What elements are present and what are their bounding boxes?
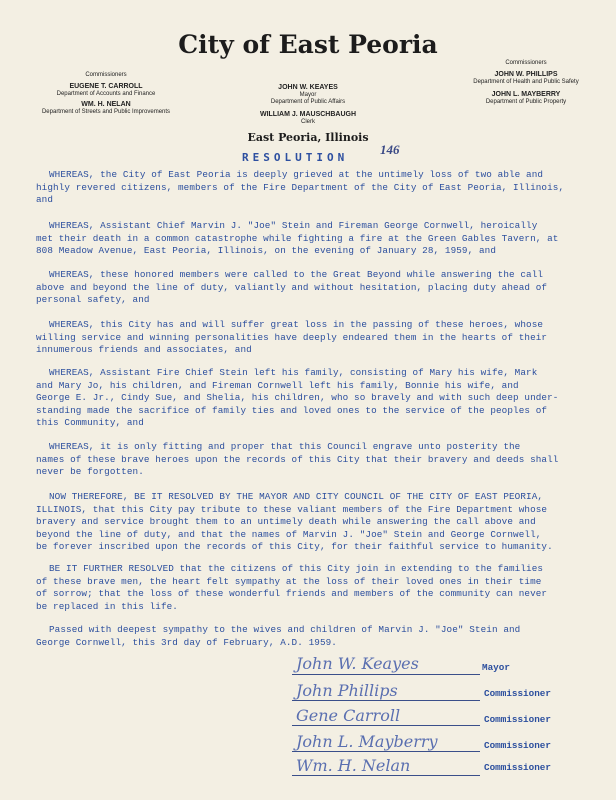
text-line: names of these brave heroes upon the records of this City that their bravery and deeds shall (36, 453, 559, 465)
text-line: and Mary Jo, his children, and Fireman Cornwell left his family, Bonnie his wife, and (36, 379, 519, 391)
resolution-heading (242, 142, 400, 165)
commissioners-label: Commissioners (85, 72, 127, 78)
commissioner-role: Department of Public Property (485, 99, 567, 106)
commissioners-label: Commissioners (505, 60, 547, 66)
signature-line (292, 725, 480, 726)
text-line: Passed with deepest sympathy to the wives and children of Marvin J. "Joe" Stein and (49, 624, 521, 635)
signature-title: Commissioner (484, 740, 551, 751)
mayor-department: Department of Public Affairs (270, 98, 346, 105)
paragraph (36, 367, 588, 430)
mayor-name: JOHN W. KEAYES (278, 84, 338, 91)
commissioner-name: EUGENE T. CARROLL (69, 82, 143, 90)
signature-title: Commissioner (484, 714, 551, 725)
text-line: of these brave men, the heart felt sympathy at the loss of their loved ones in their time (36, 575, 542, 587)
commissioner-role: Department of Streets and Public Improvements (41, 109, 171, 116)
text-line: personal safety, and (36, 294, 150, 305)
paragraph (36, 169, 588, 207)
commissioner-name: JOHN L. MAYBERRY (491, 91, 561, 99)
clerk-role: Clerk (300, 119, 315, 126)
paragraph (36, 491, 588, 554)
text-line: WHEREAS, Assistant Chief Marvin J. "Joe" Stein and Fireman George Cornwell, heroically (49, 220, 538, 231)
paragraph (36, 269, 588, 307)
text-line: above and beyond the line of duty, valiantly and without hesitation, placing duty ahead of (36, 281, 548, 293)
signature-line (292, 674, 480, 675)
signature-line (292, 700, 480, 701)
signature-block (292, 652, 592, 782)
signature-title: Commissioner (484, 762, 551, 773)
text-line: ILLINOIS, that this City pay tribute to these valiant members of the Fire Department whose (36, 503, 548, 515)
text-line: NOW THEREFORE, BE IT RESOLVED BY THE MAYOR AND CITY COUNCIL OF THE CITY OF EAST PEORIA, (49, 491, 544, 502)
text-line: WHEREAS, it is only fitting and proper that this Council engrave unto posterity the (49, 441, 521, 452)
place-line: East Peoria, Illinois (247, 131, 369, 144)
signature-title: Commissioner (484, 688, 551, 699)
text-line: and (36, 194, 54, 205)
resolution-number: 146 (380, 142, 400, 157)
text-line: George E. Jr., Cindy Sue, and Shelia, his children, who so bravely and with such deep under- (36, 392, 559, 403)
text-line: highly revered citizens, members of the Fire Department of the City of East Peoria, Illinois, (36, 181, 565, 193)
signature-title-mayor: Mayor (482, 662, 510, 673)
text-line: of sorrow; that the loss of these wonderful friends and members of the community can never (36, 588, 548, 599)
text-line: be replaced in this life. (36, 600, 178, 612)
text-line: BE IT FURTHER RESOLVED that the citizens of this City join in extending to the families (49, 563, 544, 574)
signature-commissioner: Gene Carroll (296, 706, 401, 725)
text-line: 808 Meadow Avenue, East Peoria, Illinois, on the evening of January 28, 1959, and (36, 245, 497, 256)
paragraph (36, 441, 588, 479)
paragraph (36, 319, 588, 357)
text-line: willing service and winning personalities have deeply endeared them in the hearts of their (36, 331, 548, 343)
signature-commissioner: John L. Mayberry (296, 732, 438, 751)
text-line: be forever inscribed upon the records of this City, for their faithful service to humanity. (36, 541, 553, 552)
commissioner-role: Department of Health and Public Safety (473, 78, 579, 85)
signature-line (292, 751, 480, 752)
text-line: never be forgotten. (36, 466, 144, 477)
paragraph (36, 624, 588, 649)
signature-mayor: John W. Keayes (296, 654, 419, 673)
text-line: met their death in a common catastrophe while fighting a fire at the Green Gables Tavern, at (36, 232, 559, 244)
text-line: this Community, and (36, 417, 144, 428)
text-line: bravery and service brought them to an untimely death while answering the call above and (36, 516, 536, 527)
resolution-label: RESOLUTION (242, 151, 349, 164)
text-line: beyond the line of duty, and that the names of Marvin J. "Joe" Stein and George Cornwell, (36, 528, 542, 540)
letterhead-center (232, 84, 384, 126)
text-line: innumerous friends and associates, and (36, 344, 252, 355)
commissioner-role: Department of Accounts and Finance (56, 90, 156, 97)
clerk-name: WILLIAM J. MAUSCHBAUGH (259, 111, 357, 119)
text-line: standing made the sacrifice of family ties and loved ones to the service of the peoples of (36, 404, 548, 416)
text-line: WHEREAS, the City of East Peoria is deeply grieved at the untimely loss of two able and (49, 169, 544, 180)
signature-line (292, 775, 480, 776)
text-line: WHEREAS, Assistant Fire Chief Stein left his family, consisting of Mary his wife, Mark (49, 367, 538, 378)
commissioner-name: JOHN W. PHILLIPS (494, 70, 558, 78)
letterhead-left (36, 72, 176, 116)
letterhead-right (456, 60, 596, 106)
text-line: George Cornwell, this 3rd day of February, A.D. 1959. (36, 636, 337, 648)
mayor-role: Mayor (299, 91, 317, 98)
paragraph (36, 220, 588, 258)
commissioner-name: WM. H. NELAN (81, 101, 131, 109)
text-line: WHEREAS, these honored members were called to the Great Beyond while answering the call (49, 269, 544, 280)
signature-commissioner: John Phillips (296, 681, 398, 700)
paragraph (36, 563, 588, 613)
signature-commissioner: Wm. H. Nelan (296, 756, 411, 775)
text-line: WHEREAS, this City has and will suffer great loss in the passing of these heroes, whose (49, 319, 544, 330)
city-letterhead-title: City of East Peoria (178, 30, 438, 59)
